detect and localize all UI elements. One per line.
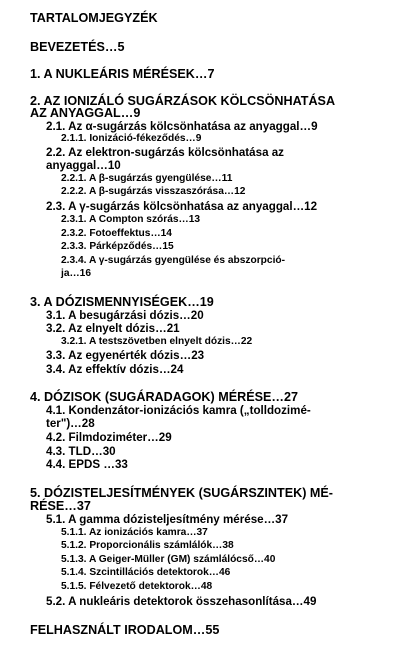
toc-entry: 5.1.1. Az ionizációs kamra…37 — [61, 527, 208, 538]
toc-entry: 5.1.5. Félvezető detektorok…48 — [61, 581, 213, 592]
toc-entry: 3.2.1. A testszövetben elnyelt dózis…22 — [61, 336, 253, 347]
toc-entry: 2. AZ IONIZÁLÓ SUGÁRZÁSOK KÖLCSÖNHATÁSA — [30, 94, 336, 108]
toc-entry: 5. DÓZISTELJESÍTMÉNYEK (SUGÁRSZINTEK) MÉ- — [30, 486, 333, 500]
toc-entry: 4. DÓZISOK (SUGÁRADAGOK) MÉRÉSE…27 — [30, 390, 298, 404]
toc-entry: 3.2. Az elnyelt dózis…21 — [46, 322, 180, 335]
toc-entry: 3.3. Az egyenérték dózis…23 — [46, 349, 205, 362]
toc-entry: RÉSE…37 — [30, 499, 91, 513]
toc-entry: 5.1. A gamma dózisteljesítmény mérése…37 — [46, 513, 289, 526]
toc-entry: BEVEZETÉS…5 — [30, 40, 125, 54]
toc-entry: ter")…28 — [46, 417, 95, 430]
toc-entry: 5.1.3. A Geiger-Müller (GM) számlálócső…40 — [61, 554, 276, 565]
toc-entry: 5.2. A nukleáris detektorok összehasonlítása…49 — [46, 595, 317, 608]
toc-entry: 3.1. A besugárzási dózis…20 — [46, 309, 204, 322]
toc-entry: anyaggal…10 — [46, 159, 121, 172]
toc-entry: 3.4. Az effektív dózis…24 — [46, 363, 184, 376]
toc-entry: 4.2. Filmdoziméter…29 — [46, 431, 172, 444]
toc-entry: 2.3.4. A γ-sugárzás gyengülése és abszorpció- — [61, 255, 286, 266]
toc-entry: 4.1. Kondenzátor-ionizációs kamra („tolldozimé- — [46, 404, 311, 417]
toc-entry: 2.3. A γ-sugárzás kölcsönhatása az anyaggal…12 — [46, 200, 318, 213]
toc-entry: 1. A NUKLEÁRIS MÉRÉSEK…7 — [30, 67, 215, 81]
toc-entry: 2.3.2. Fotoeffektus…14 — [61, 228, 172, 239]
toc-entry: 5.1.2. Proporcionális számlálók…38 — [61, 540, 234, 551]
toc-entry: 2.1.1. Ionizáció-fékeződés…9 — [61, 133, 202, 144]
toc-entry: 2.2. Az elektron-sugárzás kölcsönhatása az — [46, 146, 284, 159]
toc-title: TARTALOMJEGYZÉK — [30, 11, 158, 25]
toc-entry: AZ ANYAGGAL…9 — [30, 106, 141, 120]
toc-entry: 4.4. EPDS …33 — [46, 458, 128, 471]
toc-entry: 2.3.3. Párképződés…15 — [61, 241, 174, 252]
toc-entry: 2.2.1. A β-sugárzás gyengülése…11 — [61, 173, 233, 184]
toc-entry: 5.1.4. Szcintillációs detektorok…46 — [61, 567, 231, 578]
toc-entry: ja…16 — [61, 268, 92, 279]
toc-entry: FELHASZNÁLT IRODALOM…55 — [30, 623, 220, 637]
toc-entry: 2.1. Az α-sugárzás kölcsönhatása az anyaggal…9 — [46, 120, 318, 133]
toc-entry: 3. A DÓZISMENNYISÉGEK…19 — [30, 295, 214, 309]
toc-entry: 4.3. TLD…30 — [46, 445, 116, 458]
toc-entry: 2.3.1. A Compton szórás…13 — [61, 214, 201, 225]
toc-entry: 2.2.2. A β-sugárzás visszaszórása…12 — [61, 186, 246, 197]
